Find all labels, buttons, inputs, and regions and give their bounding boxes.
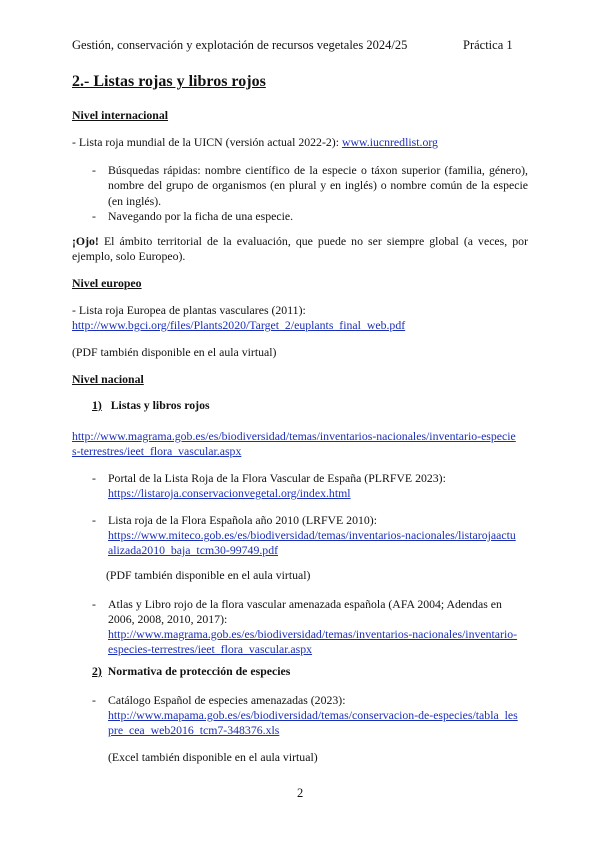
subheading-label: Normativa de protección de especies — [107, 664, 291, 678]
item-cea-text: Catálogo Español de especies amenazadas (2023): — [108, 693, 346, 707]
item-plrfve-text: Portal de la Lista Roja de la Flora Vascular de España (PLRFVE 2023): — [108, 471, 446, 485]
bullet-dash: - — [92, 209, 96, 223]
item-lrfve-text: Lista roja de la Flora Española año 2010 (LRFVE 2010): — [108, 513, 377, 527]
bullet-quick-search: Búsquedas rápidas: nombre científico de la especie o táxon superior (familia, género), nombre del grupo de organismos (en plural y en inglés) o nombre común de la especie (en inglés). — [108, 163, 528, 208]
iucn-text: - Lista roja mundial de la UICN (versión actual 2022-2): — [72, 135, 342, 149]
warning-paragraph — [72, 234, 528, 265]
bullet-dash: - — [92, 597, 96, 611]
heading-national: Nivel nacional — [72, 372, 144, 386]
warning-text: El ámbito territorial de la evaluación, que puede no ser siempre global (a veces, por ejemplo, solo Europeo). — [72, 234, 528, 264]
bullet-species-sheet: Navegando por la ficha de una especie. — [108, 209, 294, 223]
item-lrfve-link-line1[interactable]: https://www.miteco.gob.es/es/biodiversidad/temas/inventarios-nacionales/listarojaactu — [108, 528, 516, 542]
subheading-lists — [92, 398, 210, 413]
item-afa-text-line1: Atlas y Libro rojo de la flora vascular amenazada española (AFA 2004; Adendas en — [108, 597, 502, 611]
page-title: 2.- Listas rojas y libros rojos — [72, 73, 266, 90]
item-plrfve-link[interactable]: https://listaroja.conservacionvegetal.org/index.html — [108, 486, 351, 500]
bullet-dash: - — [92, 471, 96, 485]
iucn-line — [72, 135, 438, 150]
heading-european: Nivel europeo — [72, 276, 142, 290]
bullet-dash: - — [92, 693, 96, 707]
bullet-dash: - — [92, 163, 96, 177]
warning-label: ¡Ojo! — [72, 234, 99, 248]
item-lrfve-note: (PDF también disponible en el aula virtual) — [106, 568, 311, 582]
header-course: Gestión, conservación y explotación de recursos vegetales 2024/25 — [72, 38, 408, 52]
item-afa-text-line2: 2006, 2008, 2010, 2017): — [108, 612, 228, 626]
heading-international: Nivel internacional — [72, 108, 169, 122]
item-afa-link-line1[interactable]: http://www.magrama.gob.es/es/biodiversidad/temas/inventarios-nacionales/inventario- — [108, 627, 518, 641]
european-note: (PDF también disponible en el aula virtual) — [72, 345, 277, 359]
item-afa-link-line2[interactable]: especies-terrestres/ieet_flora_vascular.aspx — [108, 642, 313, 656]
item-cea-note: (Excel también disponible en el aula virtual) — [108, 750, 318, 764]
magrama-link-line2[interactable]: s-terrestres/ieet_flora_vascular.aspx — [72, 444, 242, 458]
magrama-link-line1[interactable]: http://www.magrama.gob.es/es/biodiversidad/temas/inventarios-nacionales/inventario-especie — [72, 429, 516, 443]
subheading-label: Listas y libros rojos — [110, 398, 210, 412]
subheading-number: 2) — [92, 664, 102, 678]
item-cea-link-line2[interactable]: pre_cea_web2016_tcm7-348376.xls — [108, 723, 280, 737]
page-number: 2 — [297, 786, 304, 800]
european-line: - Lista roja Europea de plantas vasculares (2011): — [72, 303, 306, 317]
iucn-link[interactable]: www.iucnredlist.org — [341, 135, 438, 149]
subheading-number: 1) — [92, 398, 102, 412]
european-link[interactable]: http://www.bgci.org/files/Plants2020/Target_2/euplants_final_web.pdf — [72, 318, 406, 332]
bullet-dash: - — [92, 513, 96, 527]
item-cea-link-line1[interactable]: http://www.mapama.gob.es/es/biodiversidad/temas/conservacion-de-especies/tabla_les — [108, 708, 518, 722]
item-lrfve-link-line2[interactable]: alizada2010_baja_tcm30-99749.pdf — [108, 543, 279, 557]
header-practice: Práctica 1 — [463, 38, 513, 52]
subheading-regulation — [92, 664, 290, 679]
